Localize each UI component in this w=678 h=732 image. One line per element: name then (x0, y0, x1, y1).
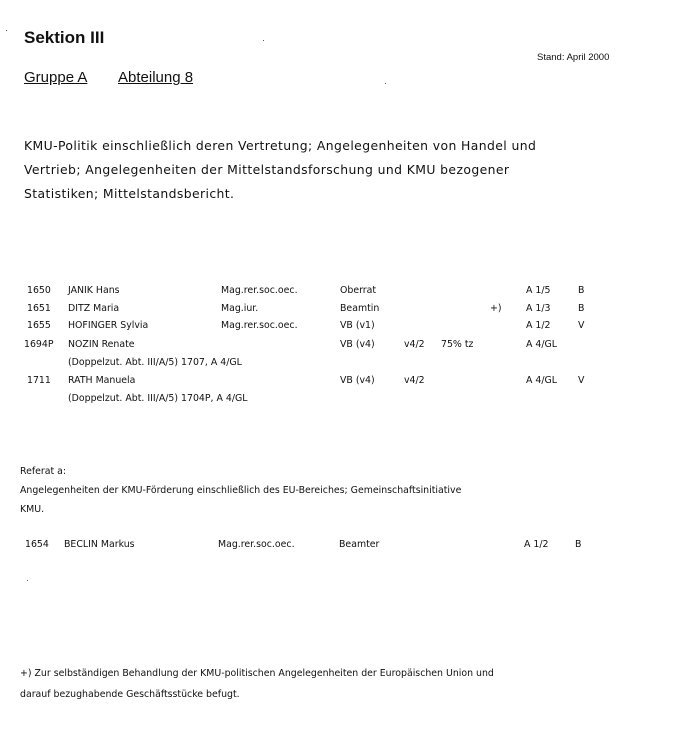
staff-rank: VB (v4) (340, 339, 375, 350)
staff-grade: A 4/GL (526, 339, 558, 350)
staff-grade: A 4/GL (526, 375, 558, 386)
scan-speck (27, 580, 28, 581)
staff-flag: B (575, 539, 582, 550)
staff-name: BECLIN Markus (64, 539, 135, 550)
staff-name: JANIK Hans (68, 285, 120, 296)
staff-name: DITZ Maria (68, 303, 120, 314)
staff-number: 1654 (25, 539, 49, 550)
staff-grade: A 1/3 (526, 303, 551, 314)
staff-name: RATH Manuela (68, 375, 136, 386)
staff-number: 1650 (27, 285, 51, 296)
footnote-line: +) Zur selbständigen Behandlung der KMU-politischen Angelegenheiten der Europäischen Union und (20, 668, 494, 679)
staff-part-time: 75% tz (441, 339, 474, 350)
staff-grade: A 1/2 (526, 320, 551, 331)
staff-v-grade: v4/2 (404, 339, 425, 350)
staff-rank: VB (v4) (340, 375, 375, 386)
footnote-marker: +) (490, 303, 502, 314)
scan-speck (385, 83, 386, 84)
staff-flag: B (578, 303, 585, 314)
department-description (24, 134, 536, 206)
staff-degree: Mag.rer.soc.oec. (221, 320, 298, 331)
referat-label: Referat a: (20, 466, 67, 477)
section-title: Sektion III (24, 28, 105, 47)
staff-flag: V (578, 320, 585, 331)
staff-assignment-note: (Doppelzut. Abt. III/A/5) 1707, A 4/GL (68, 357, 242, 368)
referat-section (20, 462, 461, 519)
staff-name: HOFINGER Sylvia (68, 320, 149, 331)
staff-flag: B (578, 285, 585, 296)
staff-rank: VB (v1) (340, 320, 375, 331)
staff-assignment-note: (Doppelzut. Abt. III/A/5) 1704P, A 4/GL (68, 393, 248, 404)
department-heading: Abteilung 8 (118, 69, 194, 86)
description-line: Vertrieb; Angelegenheiten der Mittelstandsforschung und KMU bezogener (24, 162, 510, 177)
staff-number: 1655 (27, 320, 51, 331)
staff-degree: Mag.rer.soc.oec. (221, 285, 298, 296)
staff-number: 1694P (24, 339, 54, 350)
staff-rank: Beamter (339, 539, 380, 550)
referat-description-line: Angelegenheiten der KMU-Förderung einschließlich des EU-Bereiches; Gemeinschaftsinitiative (20, 485, 462, 496)
staff-rank: Beamtin (340, 303, 380, 314)
footnote (20, 663, 494, 705)
scan-speck (263, 40, 264, 41)
staff-grade: A 1/5 (526, 285, 551, 296)
group-heading: Gruppe A (24, 69, 88, 86)
footnote-line: darauf bezughabende Geschäftsstücke befugt. (20, 689, 240, 700)
description-line: Statistiken; Mittelstandsbericht. (24, 186, 235, 201)
staff-degree: Mag.rer.soc.oec. (218, 539, 295, 550)
staff-name: NOZIN Renate (68, 339, 135, 350)
staff-v-grade: v4/2 (404, 375, 425, 386)
description-line: KMU-Politik einschließlich deren Vertretung; Angelegenheiten von Handel und (24, 138, 537, 153)
staff-number: 1651 (27, 303, 51, 314)
scan-speck (6, 30, 7, 31)
stand-date: Stand: April 2000 (537, 52, 610, 63)
staff-number: 1711 (27, 375, 51, 386)
staff-flag: V (578, 375, 585, 386)
staff-degree: Mag.iur. (221, 303, 259, 314)
staff-grade: A 1/2 (524, 539, 549, 550)
referat-description-line: KMU. (20, 504, 45, 515)
staff-rank: Oberrat (340, 285, 377, 296)
